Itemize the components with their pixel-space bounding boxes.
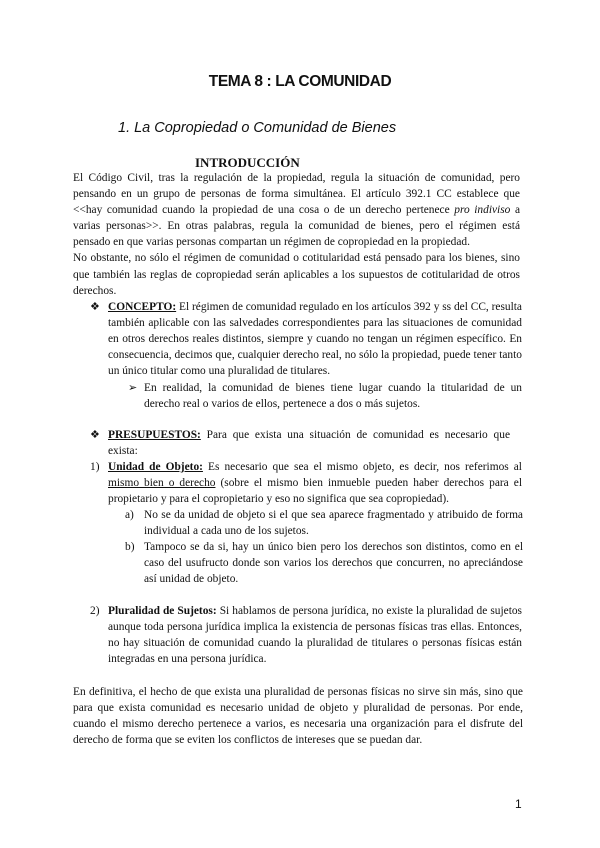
diamond-bullet-icon: ❖ (90, 429, 100, 441)
presupuestos-item (90, 427, 510, 459)
list-number: 1) (90, 461, 100, 473)
list-item-unidad (90, 459, 522, 507)
sub-item-letter: b) (125, 541, 135, 553)
unidad-underlined: mismo bien o derecho (108, 477, 216, 490)
pluralidad-text: Si hablamos de persona jurídica, no existe la pluralidad de sujetos aunque toda persona jurídica implica la existencia de personas físicas tras ellas. Entonces, no hay situación de comunidad cuando la pluralidad de titulares o personas físicas están integradas en una persona jurídica. (108, 605, 522, 666)
section-number: 1. (118, 120, 131, 136)
presupuestos-text: Para que exista una situación de comunidad es necesario que exista: (108, 429, 510, 458)
diamond-bullet-icon: ❖ (90, 301, 100, 313)
list-item-pluralidad (90, 603, 522, 667)
unidad-text-1: Es necesario que sea el mismo objeto, es decir, nos referimos al (202, 461, 522, 473)
intro-text-1: El Código Civil, tras la regulación de la propiedad, regula la situación de comunidad, pero pensando en un grupo de personas de forma simultánea. El artículo 392.1 CC establece que <<hay comunidad cuando la propiedad de una cosa o de un derecho pertenece (73, 172, 520, 217)
conclusion-paragraph: En definitiva, el hecho de que exista una pluralidad de personas físicas no sirve sin más, sino que para que exista comunidad es necesario unidad de objeto y pluralidad de personas. Por ende, cuando el mismo derecho pertenece a varios, es necesaria una organización para el disfrute del derecho de forma que se eviten los conflictos de intereses que se puedan dar. (73, 686, 523, 747)
page-number: 1 (515, 797, 522, 811)
concepto-text: El régimen de comunidad regulado en los artículos 392 y ss del CC, resulta también aplicable con las salvedades correspondientes para las situaciones de comunidad en otros derechos reales distintos, siempre y cuando no tengan un régimen específico. En consecuencia, decimos que, cualquier derecho real, no sólo la propiedad, puede tener tanto un único titular como una pluralidad de titulares. (108, 301, 522, 378)
intro-text-2: a varias personas>>. En otras palabras, regula la comunidad de bienes, pero el régimen está pensado en que varias personas compartan un régimen de copropiedad en la propiedad. (73, 204, 520, 249)
unidad-label: Unidad de Objeto: (108, 461, 203, 473)
intro-italic-term: pro indiviso (454, 204, 511, 217)
unidad-text-2: (sobre el mismo bien inmueble pueden haber derechos para el propietario y para el copropietario y eso no significa que sea copropiedad). (108, 477, 522, 506)
list-number: 2) (90, 605, 100, 617)
sub-item-b-text: Tampoco se da si, hay un único bien pero los derechos son distintos, como en el caso del usufructo donde son varios los derechos que concurren, no apreciándose así unidad de objeto. (144, 541, 523, 586)
concepto-subitem (128, 380, 522, 412)
pluralidad-label: Pluralidad de Sujetos: (108, 605, 217, 617)
sub-item-b (125, 539, 523, 587)
concepto-item (90, 299, 522, 379)
sub-item-letter: a) (125, 509, 134, 521)
concepto-label: CONCEPTO: (108, 301, 177, 313)
page-title: TEMA 8 : LA COMUNIDAD (208, 73, 392, 90)
sub-item-a (125, 507, 523, 539)
presupuestos-label: PRESUPUESTOS: (108, 429, 201, 441)
section-heading (118, 120, 396, 136)
intro-text-3: No obstante, no sólo el régimen de comunidad o cotitularidad está pensado para los bienes, sino que también las reglas de copropiedad serán aplicables a los supuestos de cotitularidad de otros derechos. (73, 252, 520, 297)
sub-item-a-text: No se da unidad de objeto si el que sea aparece fragmentado y atribuido de forma individual a cada uno de los sujetos. (144, 509, 523, 538)
intro-heading: INTRODUCCIÓN (195, 155, 300, 170)
arrowhead-bullet-icon: ➢ (128, 382, 138, 394)
concepto-subitem-text: En realidad, la comunidad de bienes tiene lugar cuando la titularidad de un derecho real o varios de ellos, pertenece a dos o más sujetos. (144, 382, 522, 411)
intro-paragraph (73, 170, 520, 299)
section-title: La Copropiedad o Comunidad de Bienes (134, 120, 397, 136)
